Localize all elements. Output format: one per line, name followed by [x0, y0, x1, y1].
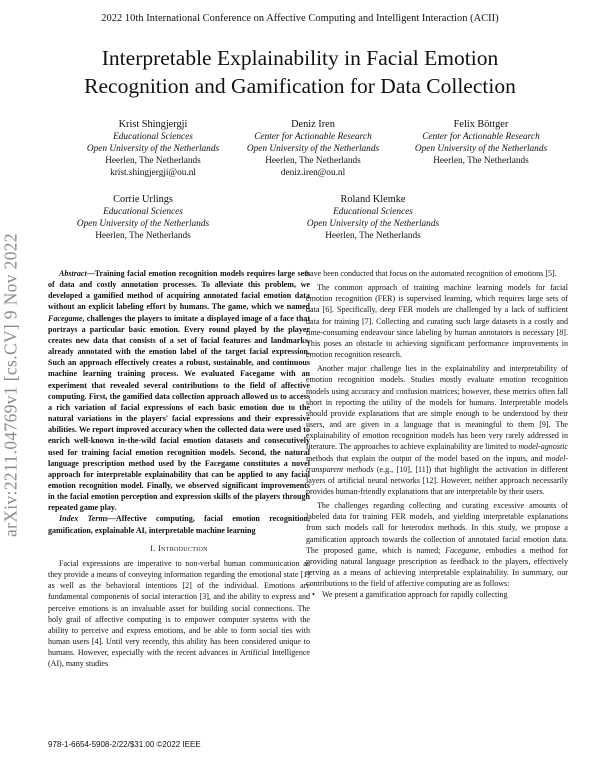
paragraph-continuation: have been conducted that focus on the automated recognition of emotions [5]. [306, 269, 557, 278]
author-department: Center for Actionable Research [254, 132, 372, 142]
author-department: Educational Sciences [113, 132, 193, 142]
explainability-text-3: (e.g., [10], [11]) that highlight the activation in different layers of artificial neural networks [12]. However, neither approach necessarily provides human-friendly explanations that are interpretable by their users. [306, 464, 568, 496]
author-city: Heerlen, The Netherlands [265, 156, 361, 167]
contribution-bullet [306, 589, 568, 600]
intro-paragraph: Facial expressions are imperative to non-verbal human communication as they provide a means of conveying information regarding the emotional state [1] as well as the behavioral intentions [2] of the individual. Emotions are fundamental components of social interaction [3], and the ability to express and perceive emotions is an invaluable asset for building social connections. The holy grail of affective computing is to empower computer systems with the ability to perceive and express emotions, and be able to form social ties with human users [4]. Until very recently, this ability has been considered unique to humans. However, especially with the recent advances in Artificial Intelligence (AI), many studies [48, 558, 310, 669]
section-heading-introduction: I. Introduction [150, 543, 208, 553]
facegame-term: Facegame [445, 545, 479, 555]
model-agnostic-term: model-agnostic [518, 442, 568, 452]
author-department: Educational Sciences [103, 207, 183, 217]
contributions-text-2: , embodies a method for providing natural language prescription as feedback to the players, effectively serving as a means of achieving interpretable explainability. In summary, our contributions to the field of affective computing are as follows: [306, 545, 568, 589]
author-block-3 [386, 118, 576, 167]
title-line-1: Interpretable Explainability in Facial Emotion [101, 46, 499, 70]
bullet-text: We present a gamification approach for rapidly collecting [322, 590, 508, 600]
author-email: krist.shingjergji@ou.nl [110, 168, 196, 179]
explainability-text-2: methods that explain the output of the model based on the inputs, and [306, 453, 546, 463]
author-email: deniz.iren@ou.nl [280, 168, 346, 179]
index-terms-text: —Affective computing, facial emotion recognition, gamification, explainable AI, interpretable machine learning [48, 514, 310, 535]
explainability-text-1: Another major challenge lies in the explainability and interpretability of emotion recognition models. Studies mostly evaluate emotion recognition models using accuracy and confusion matrices; however, these metrics often fall short in reporting the utility of the models for humans. Interpretable models should provide explanations that are simple enough to be understood by their users, and are given in a language that is meaningful to them [9]. The explainability of emotion recognition models has been very rarely addressed in literature. The approaches to achieve explainability are limited to [306, 364, 568, 452]
author-city: Heerlen, The Netherlands [325, 231, 421, 242]
title-line-2: Recognition and Gamification for Data Collection [84, 74, 516, 98]
copyright-footer: 978-1-6654-5908-2/22/$31.00 ©2022 IEEE [48, 740, 201, 749]
author-university: Open University of the Netherlands [306, 219, 440, 230]
model-transparent-term: model-transparent methods [306, 453, 568, 474]
author-city: Heerlen, The Netherlands [433, 156, 529, 167]
left-column [48, 268, 310, 669]
author-university: Open University of the Netherlands [246, 144, 380, 155]
paper-title [40, 44, 560, 100]
paragraph-contributions [306, 500, 568, 589]
right-column [306, 268, 568, 601]
author-name: Corrie Urlings [113, 194, 173, 205]
author-block-4 [48, 193, 238, 242]
abstract-text-1: —Training facial emotion recognition models requires large sets of data and costly annotation processes. To alleviate this problem, we developed a gamified method of acquiring annotated facial emotion data without an explicit labeling effort by humans. The game, which we named [48, 269, 310, 312]
author-name: Deniz Iren [291, 119, 335, 130]
author-block-5 [278, 193, 468, 242]
bullet-marker: • [312, 590, 315, 600]
author-university: Open University of the Netherlands [86, 144, 220, 155]
paragraph-explainability [306, 363, 568, 497]
arxiv-stamp: arXiv:2211.04769v1 [cs.CV] 9 Nov 2022 [0, 233, 21, 537]
paragraph-fer-data: The common approach of training machine learning models for facial emotion recognition (FER) is supervised learning, which requires large sets of data [6]. Specifically, deep FER models are challenged by a lack of sufficient data for training [7]. Collecting and curating such large datasets is a costly and time-consuming endeavour since labeling by human annotators is necessary [8]. This poses an obstacle to achieving significant performance improvements in emotion recognition research. [306, 283, 568, 360]
contributions-text-1: The challenges regarding collecting and curating excessive amounts of labeled data for training FER models, and yielding interpretable explanations from such models call for heterodox methods. In this study, we propose a gamification approach towards the collection of annotated facial emotion data. The proposed game, which is named; [306, 501, 568, 555]
author-block-2 [218, 118, 408, 179]
index-terms-lead: Index Terms [59, 514, 108, 524]
author-department: Center for Actionable Research [422, 132, 540, 142]
conference-header: 2022 10th International Conference on Affective Computing and Intelligent Interaction (ACII) [101, 13, 499, 24]
abstract-text-2: , challenges the players to imitate a displayed image of a face that portrays a particular basic emotion. Every round played by the player creates new data that consists of a set of facial features and landmarks, already annotated with the emotion label of the target facial expression. Such an approach effectively creates a robust, sustainable, and continuous machine learning training process. We evaluated Facegame with an experiment that revealed several contributions to the field of affective computing. First, the gamified data collection approach allowed us to access a rich variation of facial expressions of each basic emotion due to the natural variations in the players' facial expressions and their expressive abilities. We report improved accuracy when the collected data were used to enrich well-known in-the-wild facial emotion datasets and consecutively used for training facial emotion recognition models. Second, the natural language prescription method used by the Facegame constitutes a novel approach for interpretable explainability that can be applied to any facial emotion recognition model. Finally, we observed significant improvements in the facial emotion perception and expression skills of the players through repeated game play. [48, 313, 310, 513]
author-name: Roland Klemke [340, 194, 406, 205]
author-city: Heerlen, The Netherlands [105, 156, 201, 167]
author-university: Open University of the Netherlands [414, 144, 548, 155]
author-department: Educational Sciences [333, 207, 413, 217]
abstract-lead: Abstract [59, 269, 87, 278]
author-university: Open University of the Netherlands [76, 219, 210, 230]
abstract [48, 268, 310, 513]
author-city: Heerlen, The Netherlands [95, 231, 191, 242]
abstract-game-name: Facegame [48, 313, 83, 323]
index-terms [48, 513, 310, 535]
author-name: Krist Shingjergji [118, 119, 188, 130]
author-name: Felix Böttger [453, 119, 509, 130]
